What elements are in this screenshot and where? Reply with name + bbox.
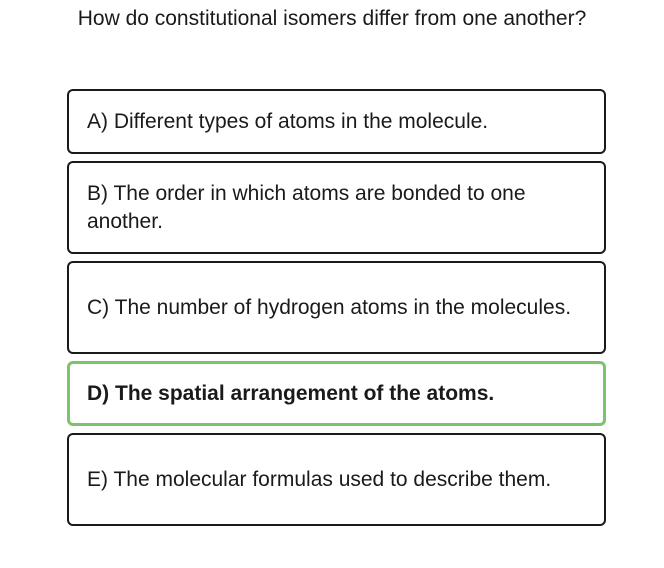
answer-option-d[interactable] (67, 361, 606, 426)
answer-options (67, 89, 606, 533)
answer-option-a-label: A) Different types of atoms in the molecule. (87, 109, 489, 133)
answer-option-a[interactable] (67, 89, 606, 154)
answer-option-d-label: D) The spatial arrangement of the atoms. (87, 381, 495, 405)
answer-option-c-label: C) The number of hydrogen atoms in the molecules. (87, 295, 572, 319)
question-text: How do constitutional isomers differ from one another? (77, 7, 587, 30)
answer-option-e[interactable] (67, 433, 606, 526)
answer-option-b-label: B) The order in which atoms are bonded to one another. (87, 181, 526, 233)
answer-option-b[interactable] (67, 161, 606, 254)
answer-option-e-label: E) The molecular formulas used to describe them. (87, 467, 552, 491)
answer-option-c[interactable] (67, 261, 606, 354)
